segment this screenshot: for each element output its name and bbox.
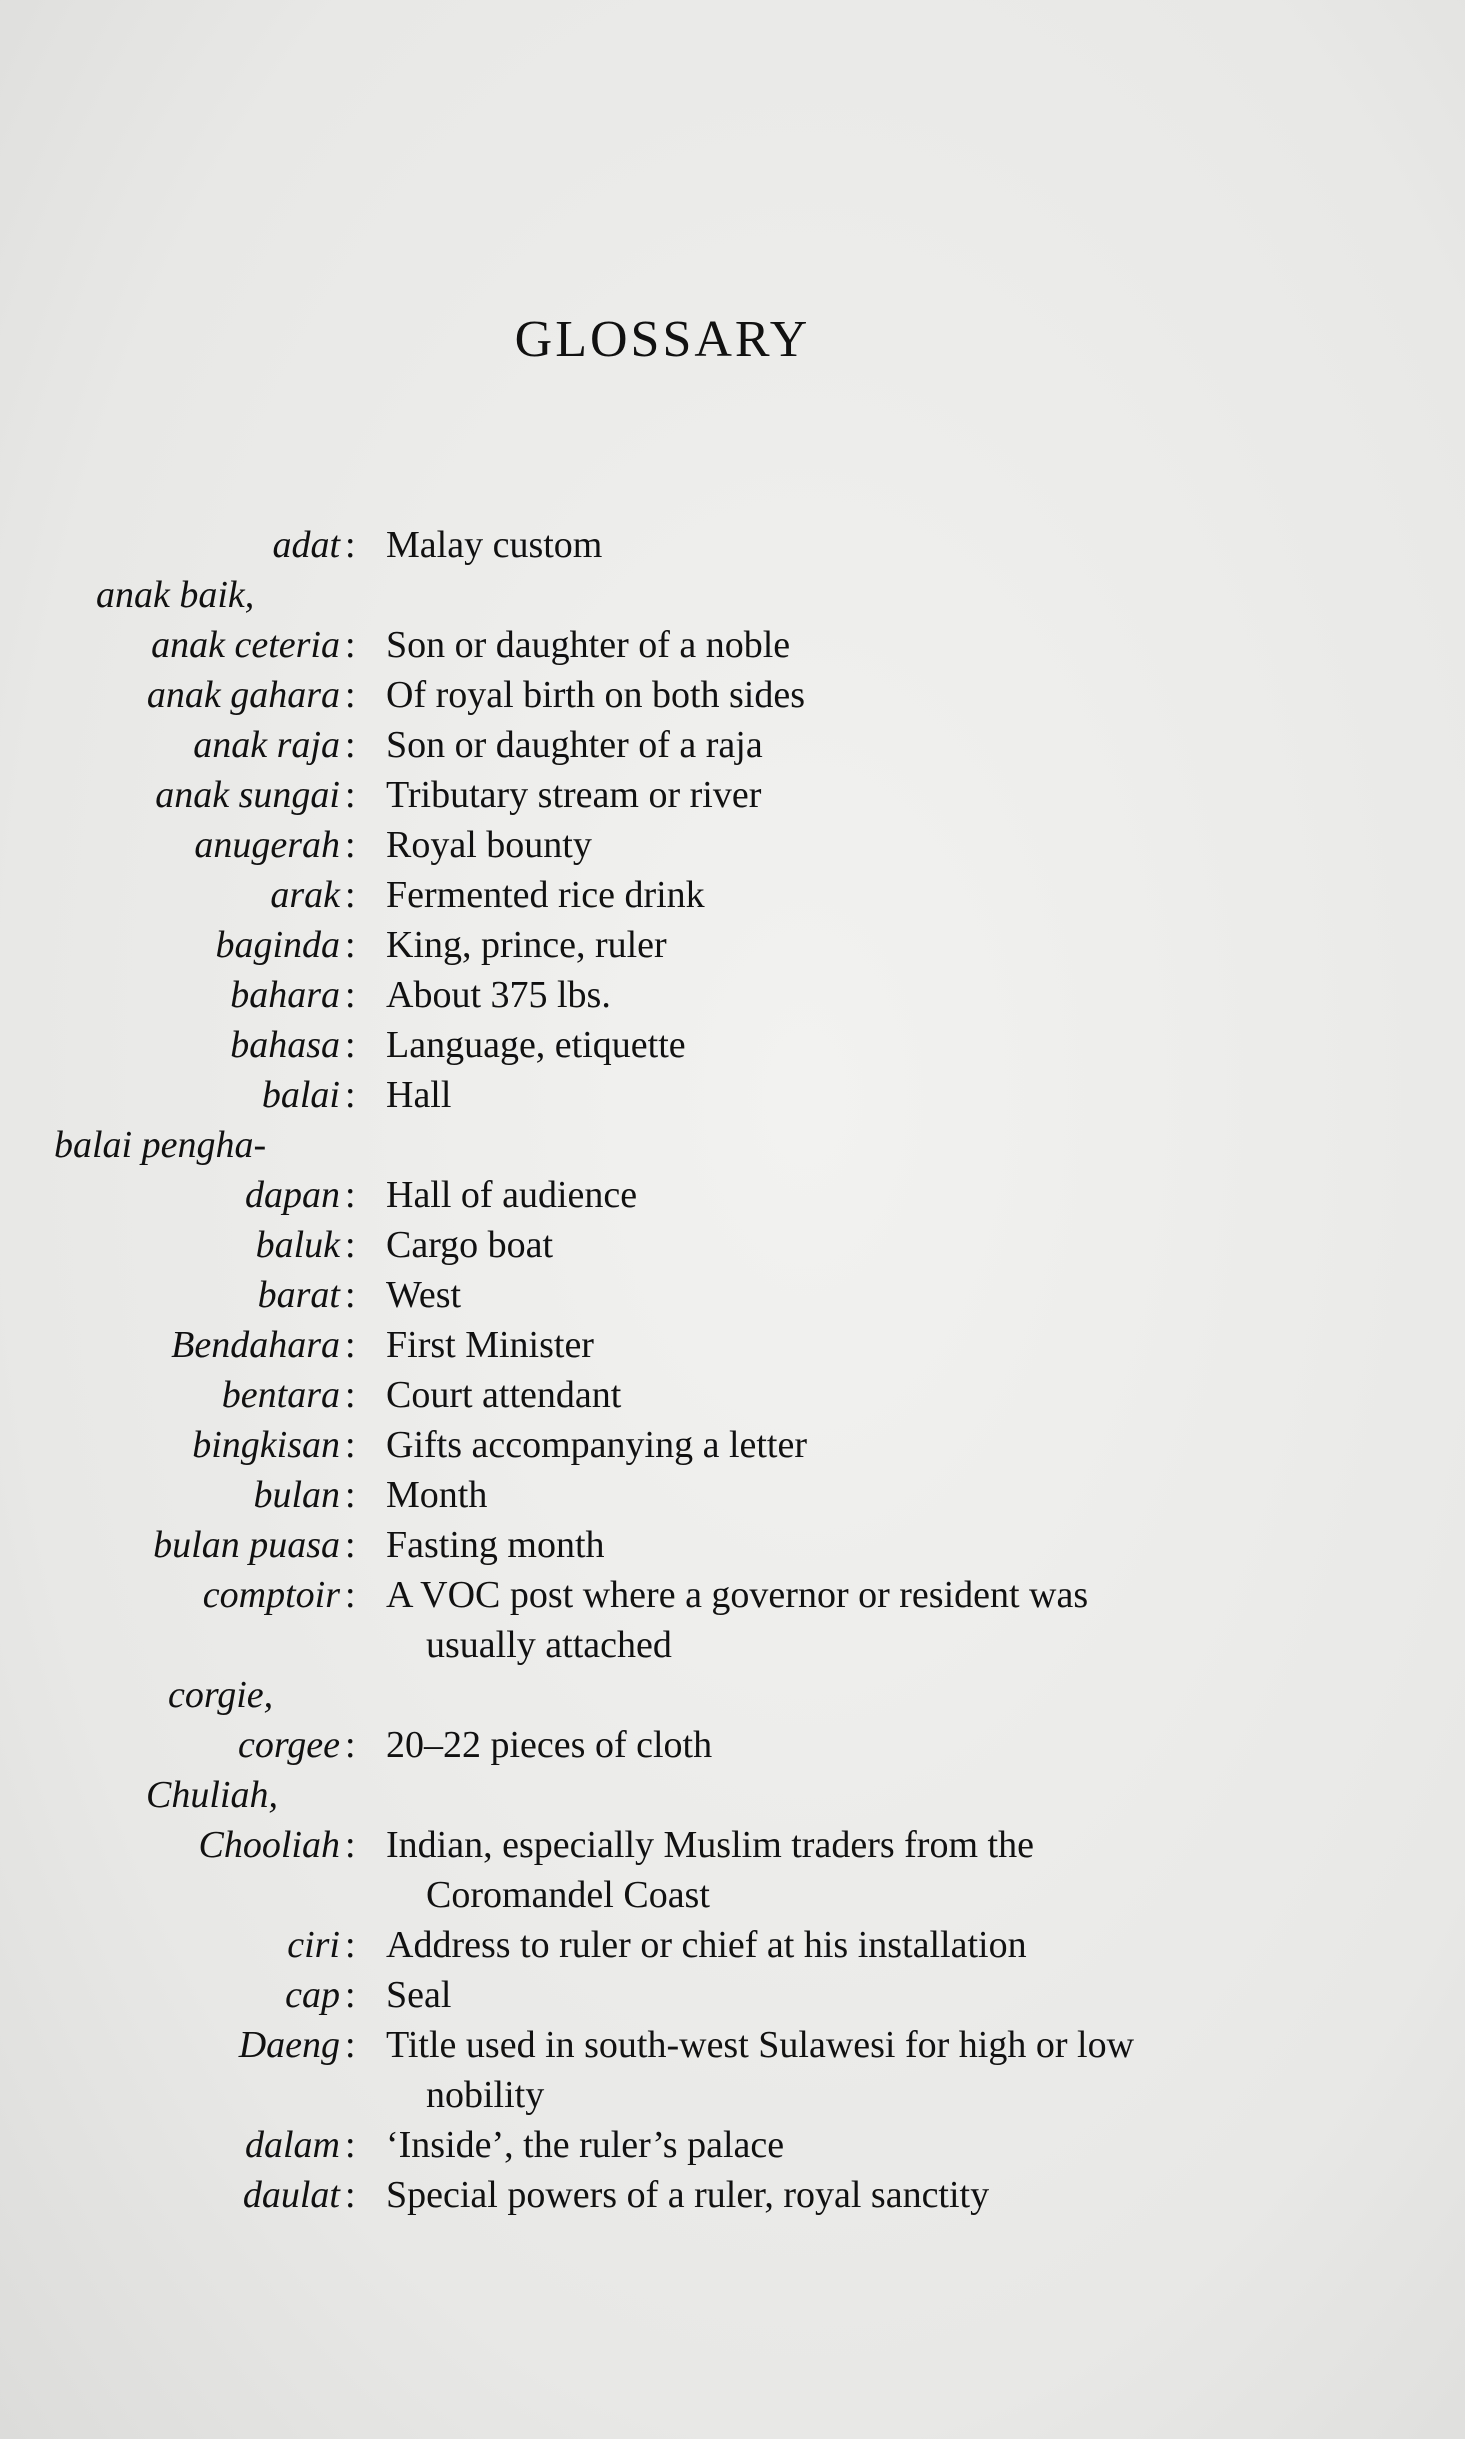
glossary-definition	[380, 1370, 1380, 1420]
glossary-definition	[380, 1520, 1380, 1570]
term-colon: :	[345, 524, 356, 566]
glossary-entry	[40, 820, 1380, 870]
definition-text: Hall of audience	[386, 1174, 638, 1216]
glossary-term: corgee	[238, 1724, 340, 1766]
glossary-term: daulat	[242, 2174, 340, 2216]
term-colon: :	[345, 824, 356, 866]
definition-text: Title used in south-west Sulawesi for high or low	[386, 2024, 1135, 2066]
glossary-definition	[380, 2020, 1380, 2120]
glossary-entry	[40, 720, 1380, 770]
glossary-term: anak sungai	[155, 774, 340, 816]
glossary-definition	[380, 920, 1380, 970]
glossary-term: bulan puasa	[153, 1524, 340, 1566]
definition-text: Cargo boat	[386, 1224, 554, 1266]
glossary-term: anugerah	[194, 824, 340, 866]
glossary-definition	[380, 620, 1380, 670]
definition-text: Son or daughter of a noble	[386, 624, 791, 666]
term-colon: :	[345, 1974, 356, 2016]
glossary-definition	[380, 670, 1380, 720]
term-colon: :	[345, 924, 356, 966]
glossary-entry	[40, 1020, 1380, 1070]
glossary-term: baluk	[255, 1224, 340, 1266]
definition-text: Malay custom	[386, 524, 603, 566]
glossary-entry	[40, 1720, 1380, 1770]
glossary-entry	[40, 520, 1380, 570]
definition-text: Indian, especially Muslim traders from the	[386, 1824, 1034, 1866]
glossary-definition	[380, 820, 1380, 870]
glossary-definition	[380, 1820, 1380, 1920]
glossary-term: bahasa	[230, 1024, 340, 1066]
glossary-term: bentara	[221, 1374, 340, 1416]
glossary-definition	[380, 2120, 1380, 2170]
glossary-entry	[40, 970, 1380, 1020]
glossary-entry	[40, 1820, 1380, 1920]
definition-text: King, prince, ruler	[386, 924, 667, 966]
definition-text: Tributary stream or river	[386, 774, 762, 816]
glossary-term: anak raja	[193, 724, 340, 766]
glossary-entry-prefix	[40, 1770, 1380, 1820]
glossary-entry	[40, 2170, 1380, 2220]
glossary-definition	[380, 1270, 1380, 1320]
glossary-entry	[40, 920, 1380, 970]
glossary-entry	[40, 1070, 1380, 1120]
glossary-term: bingkisan	[192, 1424, 340, 1466]
term-colon: :	[345, 1074, 356, 1116]
glossary-term: Chooliah	[198, 1824, 340, 1866]
term-colon: :	[345, 1424, 356, 1466]
definition-text: Court attendant	[386, 1374, 622, 1416]
glossary-entry	[40, 670, 1380, 720]
term-colon: :	[345, 2174, 356, 2216]
definition-text: About 375 lbs.	[386, 974, 611, 1016]
glossary-term-prefix: balai pengha-	[54, 1124, 267, 1166]
glossary-definition	[380, 720, 1380, 770]
term-colon: :	[345, 1174, 356, 1216]
definition-text: Language, etiquette	[386, 1024, 686, 1066]
term-colon: :	[345, 974, 356, 1016]
term-colon: :	[345, 2124, 356, 2166]
term-colon: :	[345, 1524, 356, 1566]
glossary-entry	[40, 2120, 1380, 2170]
glossary-entry	[40, 1970, 1380, 2020]
definition-continuation: Coromandel Coast	[426, 1874, 710, 1916]
glossary-term-prefix: corgie,	[168, 1674, 274, 1716]
term-colon: :	[345, 1924, 356, 1966]
glossary-entry	[40, 1420, 1380, 1470]
glossary-list	[40, 520, 1380, 2220]
glossary-definition	[380, 1470, 1380, 1520]
glossary-entry	[40, 1470, 1380, 1520]
term-colon: :	[345, 674, 356, 716]
glossary-entry	[40, 620, 1380, 670]
glossary-entry	[40, 1520, 1380, 1570]
glossary-definition	[380, 970, 1380, 1020]
glossary-entry	[40, 1370, 1380, 1420]
glossary-definition	[380, 1920, 1380, 1970]
page-title: GLOSSARY	[514, 311, 811, 368]
glossary-entry	[40, 1320, 1380, 1370]
definition-text: Hall	[386, 1074, 452, 1116]
glossary-entry	[40, 1170, 1380, 1220]
glossary-definition	[380, 1570, 1380, 1670]
term-colon: :	[345, 1724, 356, 1766]
glossary-definition	[380, 770, 1380, 820]
definition-continuation: nobility	[426, 2074, 545, 2116]
glossary-entry	[40, 1570, 1380, 1670]
definition-text: First Minister	[386, 1324, 594, 1366]
glossary-definition	[380, 1420, 1380, 1470]
glossary-term: baginda	[215, 924, 340, 966]
glossary-definition	[380, 870, 1380, 920]
glossary-definition	[380, 1720, 1380, 1770]
glossary-definition	[380, 1970, 1380, 2020]
glossary-definition	[380, 1020, 1380, 1070]
glossary-term: dalam	[245, 2124, 340, 2166]
term-colon: :	[345, 874, 356, 916]
glossary-term: arak	[270, 874, 340, 916]
glossary-term: Bendahara	[171, 1324, 340, 1366]
glossary-term: dapan	[245, 1174, 340, 1216]
glossary-entry-prefix	[40, 570, 1380, 620]
glossary-entry	[40, 870, 1380, 920]
glossary-definition	[380, 1220, 1380, 1270]
term-colon: :	[345, 1324, 356, 1366]
glossary-term-prefix: Chuliah,	[146, 1774, 278, 1816]
definition-text: Gifts accompanying a letter	[386, 1424, 808, 1466]
glossary-term: adat	[272, 524, 340, 566]
definition-text: Fasting month	[386, 1524, 605, 1566]
glossary-definition	[380, 1070, 1380, 1120]
term-colon: :	[345, 1474, 356, 1516]
glossary-term: balai	[261, 1074, 340, 1116]
definition-text: Son or daughter of a raja	[386, 724, 763, 766]
glossary-term: comptoir	[202, 1574, 340, 1616]
definition-text: Special powers of a ruler, royal sanctity	[386, 2174, 990, 2216]
term-colon: :	[345, 724, 356, 766]
glossary-term: ciri	[287, 1924, 340, 1966]
term-colon: :	[345, 1574, 356, 1616]
term-colon: :	[345, 1024, 356, 1066]
glossary-entry	[40, 1270, 1380, 1320]
definition-text: 20–22 pieces of cloth	[386, 1724, 713, 1766]
glossary-entry-prefix	[40, 1670, 1380, 1720]
term-colon: :	[345, 624, 356, 666]
term-colon: :	[345, 1824, 356, 1866]
glossary-term: bahara	[230, 974, 340, 1016]
glossary-entry	[40, 2020, 1380, 2120]
term-colon: :	[345, 1274, 356, 1316]
definition-text: A VOC post where a governor or resident was	[386, 1574, 1089, 1616]
definition-text: ‘Inside’, the ruler’s palace	[386, 2124, 785, 2166]
glossary-term: barat	[257, 1274, 340, 1316]
glossary-term: anak ceteria	[151, 624, 340, 666]
definition-text: Fermented rice drink	[386, 874, 705, 916]
definition-text: Of royal birth on both sides	[386, 674, 806, 716]
glossary-definition	[380, 1170, 1380, 1220]
term-colon: :	[345, 2024, 356, 2066]
term-colon: :	[345, 1374, 356, 1416]
glossary-definition	[380, 1320, 1380, 1370]
glossary-entry	[40, 1220, 1380, 1270]
glossary-entry	[40, 1920, 1380, 1970]
definition-text: Month	[386, 1474, 488, 1516]
glossary-term: anak gahara	[146, 674, 340, 716]
definition-text: Royal bounty	[386, 824, 592, 866]
glossary-term: Daeng	[238, 2024, 340, 2066]
glossary-term: cap	[285, 1974, 340, 2016]
glossary-term: bulan	[253, 1474, 340, 1516]
glossary-definition	[380, 520, 1380, 570]
glossary-entry	[40, 770, 1380, 820]
definition-text: Seal	[386, 1974, 452, 2016]
glossary-term-prefix: anak baik,	[96, 574, 255, 616]
definition-continuation: usually attached	[426, 1624, 672, 1666]
term-colon: :	[345, 1224, 356, 1266]
glossary-definition	[380, 2170, 1380, 2220]
glossary-entry-prefix	[40, 1120, 1380, 1170]
term-colon: :	[345, 774, 356, 816]
definition-text: Address to ruler or chief at his installation	[386, 1924, 1027, 1966]
definition-text: West	[386, 1274, 462, 1316]
